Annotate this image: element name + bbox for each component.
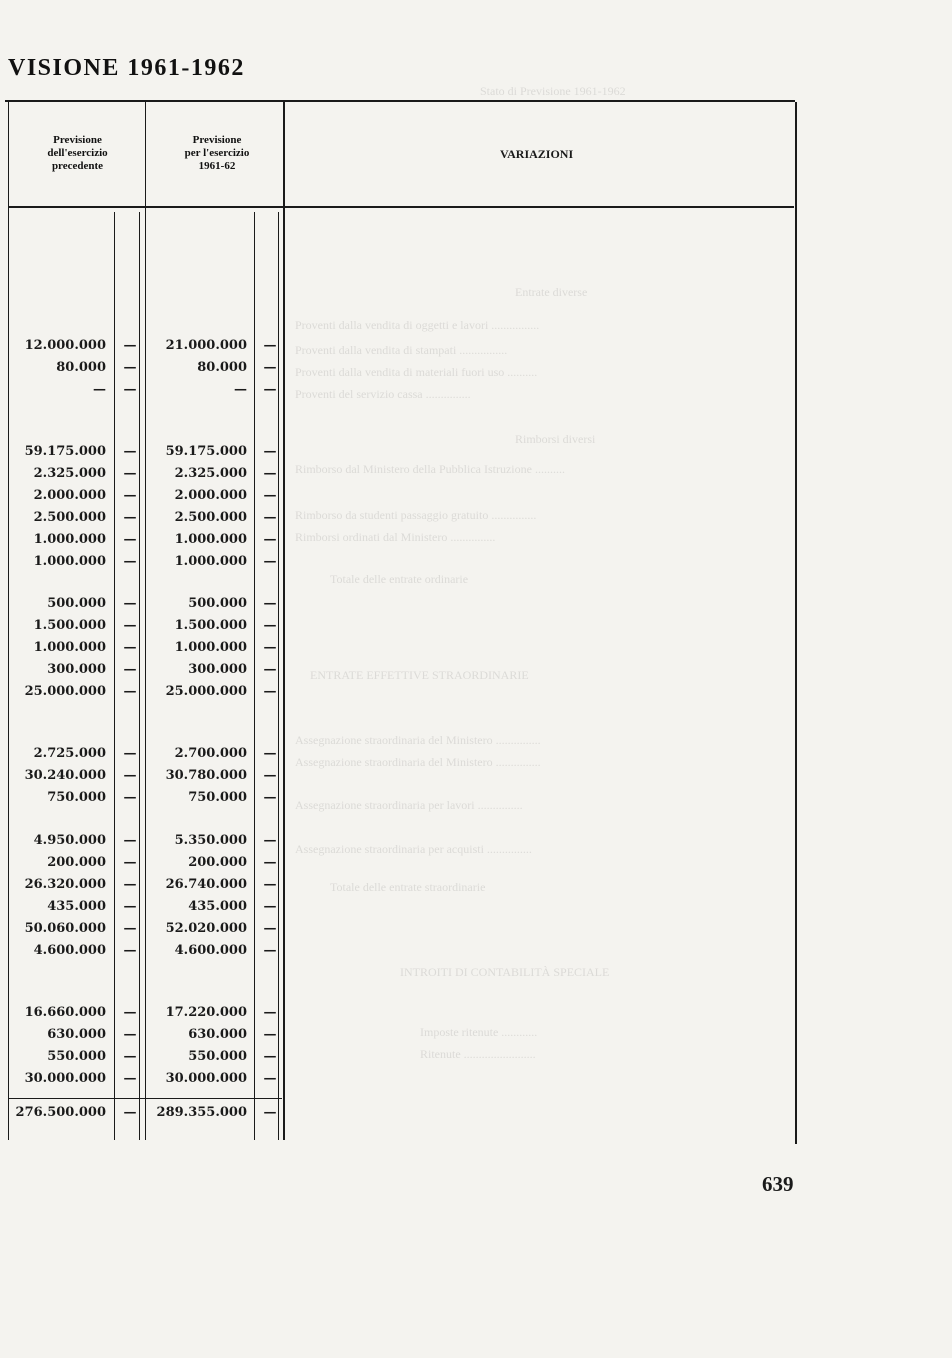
current-year-value: 30.000.000 [165,1071,247,1086]
dash-marker: — [263,510,277,525]
current-year-value: 289.355.000 [156,1105,247,1120]
dash-marker: — [263,943,277,958]
column-divider [145,102,146,1140]
current-year-value: 750.000 [188,790,247,805]
current-year-value: 17.220.000 [165,1005,247,1020]
dash-marker: — [123,1071,137,1086]
sub-column-rule [139,212,140,1140]
dash-marker: — [263,833,277,848]
dash-marker: — [263,640,277,655]
previous-year-value: 276.500.000 [15,1105,106,1120]
previous-year-value: 1.000.000 [33,640,106,655]
dash-marker: — [263,1071,277,1086]
previous-year-value: — [93,382,106,397]
table-right-border [795,102,797,1144]
dash-marker: — [123,338,137,353]
previous-year-value: 26.320.000 [24,877,106,892]
previous-year-value: 550.000 [47,1049,106,1064]
dash-marker: — [123,510,137,525]
dash-marker: — [263,444,277,459]
current-year-value: 59.175.000 [165,444,247,459]
dash-marker: — [263,466,277,481]
dash-marker: — [123,943,137,958]
sub-column-rule [254,212,255,1140]
dash-marker: — [263,746,277,761]
previous-year-value: 1.000.000 [33,532,106,547]
dash-marker: — [123,1049,137,1064]
dash-marker: — [263,532,277,547]
dash-marker: — [123,790,137,805]
dash-marker: — [263,1027,277,1042]
dash-marker: — [123,746,137,761]
dash-marker: — [263,877,277,892]
dash-marker: — [123,1027,137,1042]
dash-marker: — [263,554,277,569]
dash-marker: — [123,466,137,481]
dash-marker: — [263,790,277,805]
previous-year-value: 1.000.000 [33,554,106,569]
dash-marker: — [263,1105,277,1120]
dash-marker: — [123,1105,137,1120]
dash-marker: — [123,554,137,569]
current-year-value: 30.780.000 [165,768,247,783]
header-bottom-rule [8,206,794,208]
dash-marker: — [123,640,137,655]
dash-marker: — [263,618,277,633]
previous-year-value: 2.325.000 [33,466,106,481]
current-year-value: 4.600.000 [174,943,247,958]
current-year-value: 300.000 [188,662,247,677]
previous-year-value: 4.950.000 [33,833,106,848]
previous-year-value: 750.000 [47,790,106,805]
dash-marker: — [123,382,137,397]
column-divider [283,102,285,1140]
dash-marker: — [263,488,277,503]
dash-marker: — [123,877,137,892]
dash-marker: — [123,360,137,375]
dash-marker: — [123,532,137,547]
header-current-year: Previsione per l'esercizio 1961-62 [184,134,250,172]
dash-marker: — [123,596,137,611]
current-year-value: 5.350.000 [174,833,247,848]
current-year-value: 500.000 [188,596,247,611]
previous-year-value: 2.000.000 [33,488,106,503]
previous-year-value: 630.000 [47,1027,106,1042]
current-year-value: 1.000.000 [174,554,247,569]
header-previous-year: Previsione dell'esercizio precedente [47,134,108,172]
previous-year-value: 2.725.000 [33,746,106,761]
current-year-value: 2.700.000 [174,746,247,761]
current-year-value: 435.000 [188,899,247,914]
dash-marker: — [123,444,137,459]
dash-marker: — [123,833,137,848]
dash-marker: — [263,360,277,375]
dash-marker: — [263,855,277,870]
previous-year-value: 12.000.000 [24,338,106,353]
table-left-border [8,102,9,1140]
dash-marker: — [263,899,277,914]
previous-year-value: 16.660.000 [24,1005,106,1020]
previous-year-value: 50.060.000 [24,921,106,936]
dash-marker: — [263,921,277,936]
current-year-value: 21.000.000 [165,338,247,353]
previous-year-value: 25.000.000 [24,684,106,699]
previous-year-value: 1.500.000 [33,618,106,633]
current-year-value: 2.000.000 [174,488,247,503]
current-year-value: 2.325.000 [174,466,247,481]
current-year-value: 1.000.000 [174,532,247,547]
current-year-value: 200.000 [188,855,247,870]
previous-year-value: 30.000.000 [24,1071,106,1086]
previous-year-value: 435.000 [47,899,106,914]
current-year-value: 2.500.000 [174,510,247,525]
dash-marker: — [123,488,137,503]
table-top-rule [5,100,795,102]
dash-marker: — [123,768,137,783]
previous-year-value: 2.500.000 [33,510,106,525]
dash-marker: — [263,1049,277,1064]
current-year-value: 26.740.000 [165,877,247,892]
page-number: 639 [762,1172,794,1196]
current-year-value: 550.000 [188,1049,247,1064]
dash-marker: — [263,596,277,611]
previous-year-value: 4.600.000 [33,943,106,958]
previous-year-value: 300.000 [47,662,106,677]
dash-marker: — [263,1005,277,1020]
current-year-value: 52.020.000 [165,921,247,936]
current-year-value: 630.000 [188,1027,247,1042]
dash-marker: — [123,684,137,699]
header-variazioni: VARIAZIONI [500,147,574,161]
dash-marker: — [123,618,137,633]
dash-marker: — [123,855,137,870]
current-year-value: 1.000.000 [174,640,247,655]
dash-marker: — [123,1005,137,1020]
dash-marker: — [123,662,137,677]
dash-marker: — [263,382,277,397]
previous-year-value: 80.000 [56,360,106,375]
previous-year-value: 200.000 [47,855,106,870]
dash-marker: — [263,338,277,353]
sub-column-rule [114,212,115,1140]
page-title: VISIONE 1961-1962 [8,55,245,81]
previous-year-value: 59.175.000 [24,444,106,459]
previous-year-value: 500.000 [47,596,106,611]
dash-marker: — [123,899,137,914]
current-year-value: 80.000 [197,360,247,375]
dash-marker: — [263,662,277,677]
dash-marker: — [263,684,277,699]
previous-year-value: 30.240.000 [24,768,106,783]
current-year-value: 25.000.000 [165,684,247,699]
dash-marker: — [123,921,137,936]
current-year-value: 1.500.000 [174,618,247,633]
dash-marker: — [263,768,277,783]
current-year-value: — [234,382,247,397]
